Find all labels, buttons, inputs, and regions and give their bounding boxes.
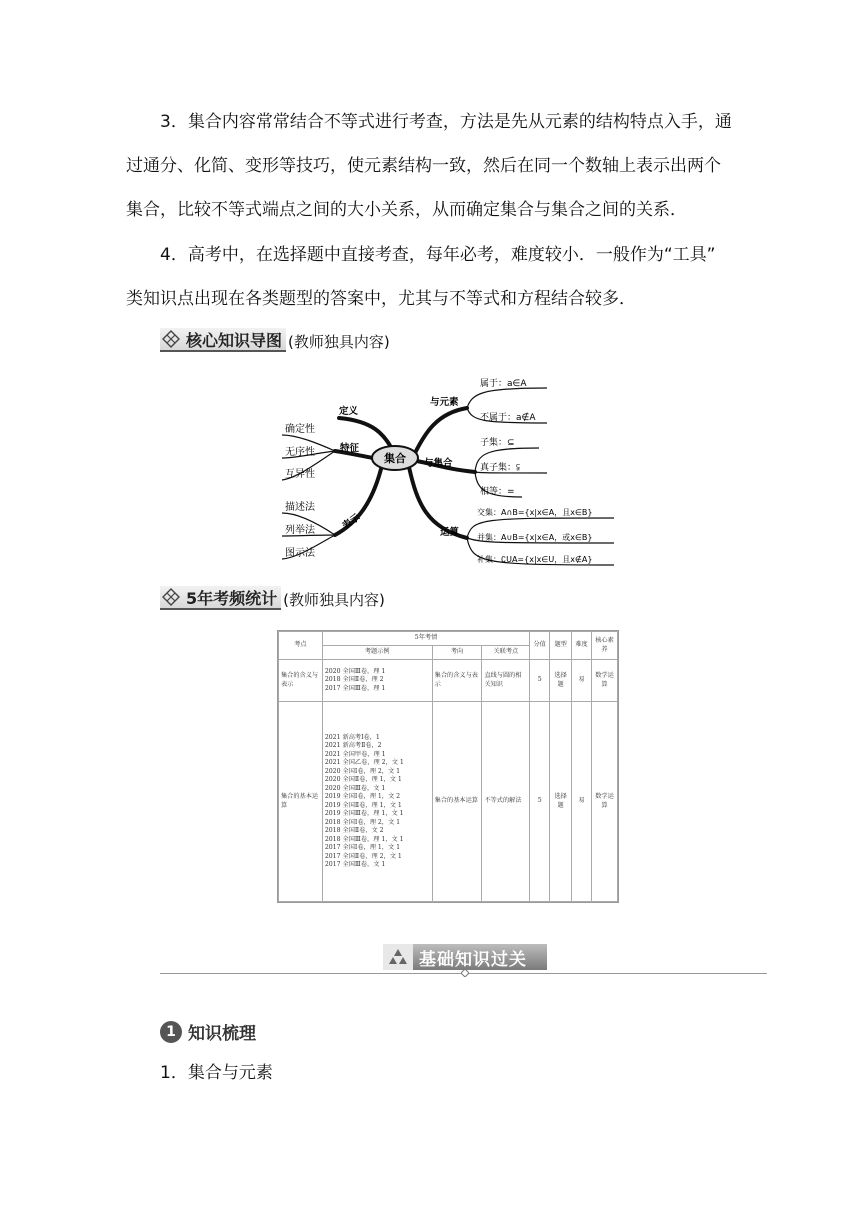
paragraph-4-line-2: 类知识点出现在各类题型的答案中，尤其与不等式和方程结合较多． bbox=[126, 289, 636, 309]
mindmap-diagram bbox=[277, 373, 615, 568]
cell-related: 不等式的解法 bbox=[482, 702, 530, 902]
table-row bbox=[279, 660, 618, 702]
example-line: 2018 全国Ⅲ卷，理 1，文 1 bbox=[324, 835, 404, 843]
cell-score: 5 bbox=[530, 660, 550, 702]
item-1-heading: 1．集合与元素 bbox=[160, 1063, 273, 1083]
header-example: 考题示例 bbox=[322, 646, 432, 660]
subsection-heading bbox=[160, 1019, 256, 1044]
example-line: 2017 全国Ⅱ卷，理 2，文 1 bbox=[324, 852, 402, 860]
stats-section-title: 5年考频统计 bbox=[186, 588, 278, 608]
example-line: 2018 全国Ⅱ卷，文 2 bbox=[324, 827, 384, 834]
mindmap-section-heading bbox=[160, 328, 390, 352]
cell-examples bbox=[322, 702, 432, 902]
header-score: 分值 bbox=[530, 632, 550, 660]
cell-direction: 集合的基本运算 bbox=[432, 702, 482, 902]
mindmap-element-item: 属于：a∈A bbox=[480, 379, 527, 389]
mindmap-branch-sets: 与集合 bbox=[424, 458, 453, 469]
mindmap-section-title: 核心知识导图 bbox=[186, 330, 283, 350]
cell-type: 选择题 bbox=[550, 660, 572, 702]
mindmap-element-item: 不属于：a∉A bbox=[480, 413, 536, 423]
diamond-grid-icon bbox=[162, 588, 180, 606]
header-difficulty: 难度 bbox=[572, 632, 592, 660]
mindmap-feature-item: 确定性 bbox=[285, 424, 315, 435]
header-literacy: 核心素养 bbox=[592, 632, 618, 660]
mindmap-operation-item: 补集：∁UA={x|x∈U，且x∉A} bbox=[477, 555, 593, 564]
mindmap-feature-item: 互异性 bbox=[285, 469, 315, 480]
example-line: 2019 全国Ⅰ卷，理 1，文 2 bbox=[324, 793, 401, 800]
mindmap-branch-definition: 定义 bbox=[339, 406, 359, 417]
mindmap-set-item: 相等：= bbox=[480, 487, 515, 497]
header-kaodian: 考点 bbox=[279, 632, 323, 660]
cell-difficulty: 易 bbox=[572, 702, 592, 902]
mindmap-branch-operations: 运算 bbox=[440, 527, 460, 538]
mindmap-representation-item: 描述法 bbox=[285, 502, 315, 513]
example-line: 2017 全国Ⅲ卷，理 1 bbox=[324, 684, 386, 692]
cell-direction: 集合的含义与表示 bbox=[432, 660, 482, 702]
mindmap-branch-features: 特征 bbox=[340, 443, 360, 454]
paragraph-3-line-1: 3．集合内容常常结合不等式进行考查，方法是先从元素的结构特点入手，通 bbox=[160, 112, 732, 132]
divider-diamond-icon bbox=[461, 969, 469, 977]
header-type: 题型 bbox=[550, 632, 572, 660]
example-line: 2020 全国Ⅲ卷，理 1 bbox=[324, 667, 386, 675]
example-line: 2018 全国Ⅱ卷，理 2 bbox=[324, 676, 384, 684]
mindmap-section-note: (教师独具内容) bbox=[288, 333, 390, 351]
example-line: 2021 新高考Ⅰ卷，1 bbox=[324, 733, 380, 741]
cell-score: 5 bbox=[530, 702, 550, 902]
mindmap-branch-elements: 与元素 bbox=[430, 397, 459, 408]
banner-title: 基础知识过关 bbox=[419, 949, 527, 970]
cell-kaodian: 集合的含义与表示 bbox=[279, 660, 323, 702]
example-line: 2020 全国Ⅱ卷，理 1，文 1 bbox=[324, 776, 402, 783]
header-direction: 考向 bbox=[432, 646, 482, 660]
header-related: 关联考点 bbox=[482, 646, 530, 660]
cell-related: 直线与圆的相关知识 bbox=[482, 660, 530, 702]
example-line: 2019 全国Ⅲ卷，理 1，文 1 bbox=[324, 810, 404, 817]
example-line: 2018 全国Ⅰ卷，理 2，文 1 bbox=[324, 818, 401, 826]
mindmap-set-item: 真子集：⫋ bbox=[480, 463, 520, 473]
example-line: 2021 全国甲卷，理 1 bbox=[324, 750, 386, 758]
basic-knowledge-banner bbox=[383, 944, 547, 970]
mindmap-center-label: 集合 bbox=[384, 452, 406, 465]
stats-section-box bbox=[160, 586, 281, 610]
example-line: 2017 全国Ⅲ卷，文 1 bbox=[324, 861, 386, 868]
cell-literacy: 数学运算 bbox=[592, 660, 618, 702]
mindmap-branch-representation: 表示 bbox=[340, 512, 363, 532]
mindmap-feature-item: 无序性 bbox=[285, 447, 315, 458]
example-line: 2021 新高考Ⅱ卷，2 bbox=[324, 742, 382, 749]
mindmap-set-item: 子集：⊆ bbox=[480, 438, 515, 448]
cell-kaodian: 集合的基本运算 bbox=[279, 702, 323, 902]
cell-difficulty: 易 bbox=[572, 660, 592, 702]
header-five-year: 5年考情 bbox=[322, 632, 529, 646]
cell-examples bbox=[322, 660, 432, 702]
paragraph-3-line-2: 过通分、化简、变形等技巧，使元素结构一致，然后在同一个数轴上表示出两个 bbox=[126, 156, 721, 176]
subsection-number-badge: 1 bbox=[160, 1021, 182, 1043]
stats-table bbox=[278, 631, 618, 902]
mindmap-representation-item: 列举法 bbox=[285, 525, 315, 536]
example-line: 2021 全国乙卷，理 2，文 1 bbox=[324, 759, 404, 766]
example-line: 2017 全国Ⅰ卷，理 1，文 1 bbox=[324, 844, 401, 851]
example-line: 2020 全国Ⅰ卷，理 2，文 1 bbox=[324, 767, 401, 775]
triangles-icon bbox=[383, 944, 413, 970]
cell-type: 选择题 bbox=[550, 702, 572, 902]
paragraph-3-line-3: 集合，比较不等式端点之间的大小关系，从而确定集合与集合之间的关系． bbox=[126, 200, 687, 220]
mindmap-operation-item: 交集：A∩B={x|x∈A，且x∈B} bbox=[477, 508, 593, 517]
diamond-grid-icon bbox=[162, 330, 180, 348]
stats-table-container bbox=[277, 630, 619, 903]
mindmap-representation-item: 图示法 bbox=[285, 548, 315, 559]
table-row bbox=[279, 702, 618, 902]
mindmap-section-box bbox=[160, 328, 286, 352]
example-line: 2019 全国Ⅱ卷，理 1，文 1 bbox=[324, 801, 402, 809]
subsection-title: 知识梳理 bbox=[188, 1024, 256, 1044]
stats-section-heading bbox=[160, 586, 385, 610]
stats-section-note: (教师独具内容) bbox=[283, 591, 385, 609]
paragraph-4-line-1: 4．高考中，在选择题中直接考查，每年必考，难度较小．一般作为“工具” bbox=[160, 245, 716, 265]
example-line: 2020 全国Ⅲ卷，文 1 bbox=[324, 784, 386, 792]
mindmap-operation-item: 并集：A∪B={x|x∈A，或x∈B} bbox=[477, 533, 593, 542]
cell-literacy: 数学运算 bbox=[592, 702, 618, 902]
